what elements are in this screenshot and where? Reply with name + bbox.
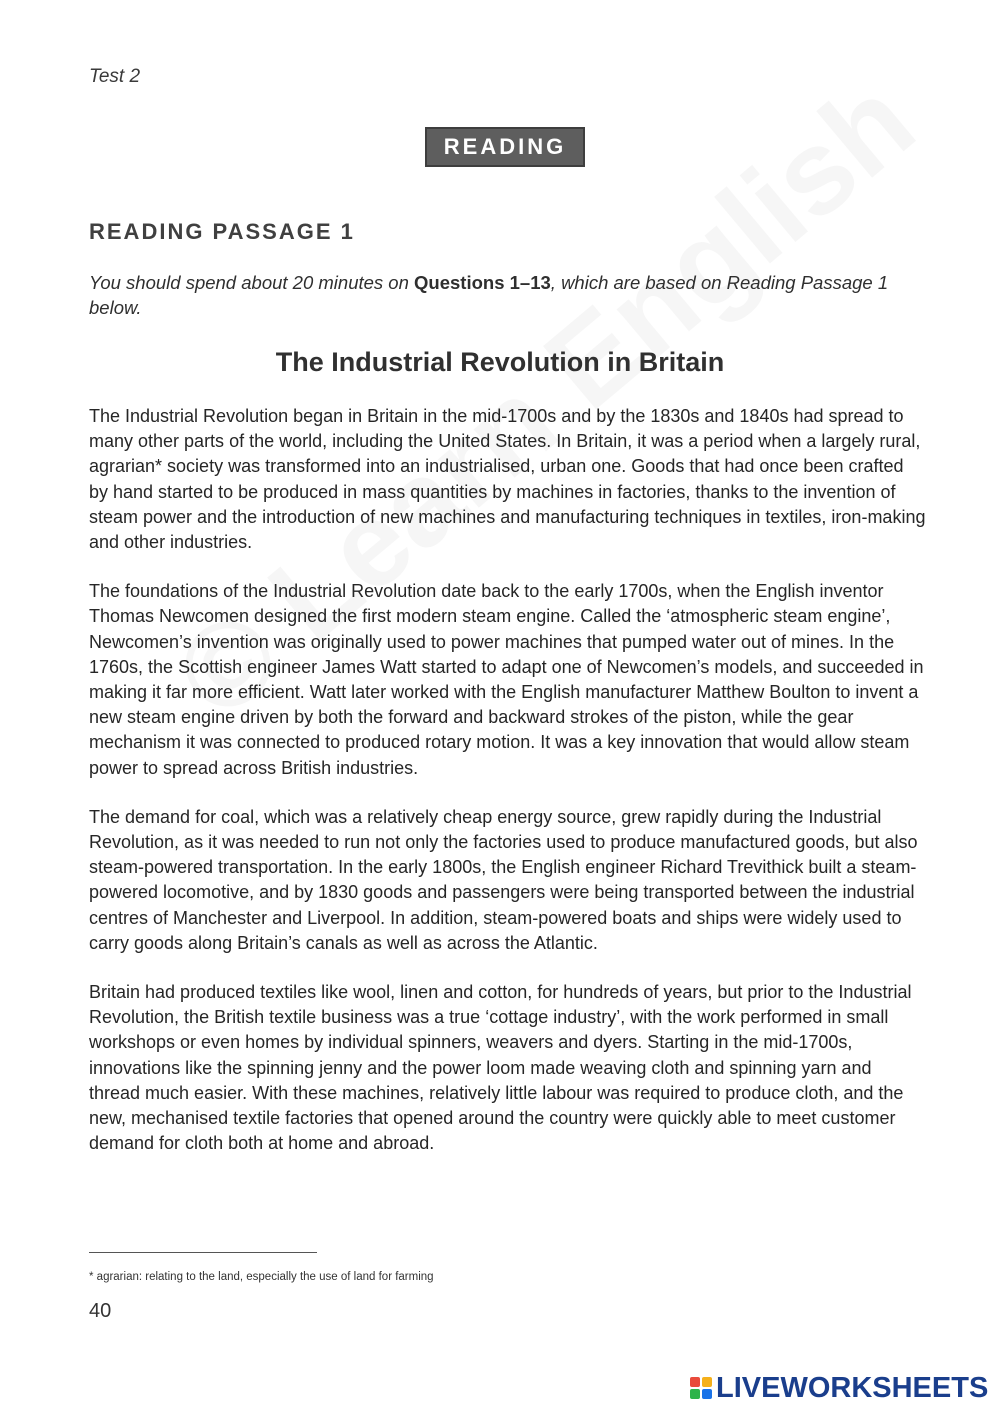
logo-square-green	[690, 1389, 700, 1399]
footnote: * agrarian: relating to the land, especially the use of land for farming	[89, 1271, 434, 1283]
instructions-prefix: You should spend about 20 minutes on	[89, 272, 415, 293]
instructions-suffix: , which are based on Reading Passage 1 below.	[89, 272, 889, 318]
paragraph-4: Britain had produced textiles like wool, linen and cotton, for hundreds of years, but prior to the Industrial Revolution, the British textile business was a true ‘cottage industry’, with the work performed in small workshops or even homes by individual spinners, weavers and dyers. Starting in the mid-1700s, innovations like the spinning jenny and the power loom made weaving cloth and spinning yarn and thread much easier. With these machines, relatively little labour was required to produce cloth, and the new, mechanised textile factories that opened around the country were quickly able to meet customer demand for cloth both at home and abroad.	[89, 982, 912, 1154]
logo-square-blue	[702, 1389, 712, 1399]
logo-square-red	[690, 1377, 700, 1387]
footnote-divider	[89, 1252, 317, 1253]
test-label: Test 2	[89, 66, 141, 87]
page-number: 40	[89, 1300, 112, 1322]
paragraph-3: The demand for coal, which was a relatively cheap energy source, grew rapidly during the Industrial Revolution, as it was needed to run not only the factories used to produce manufactured goods, but also steam-powered transportation. In the early 1800s, the English engineer Richard Trevithick built a steam-powered locomotive, and by 1830 goods and passengers were being transported between the industrial centres of Manchester and Liverpool. In addition, steam-powered boats and ships were widely used to carry goods along Britain’s canals as well as across the Atlantic.	[89, 806, 918, 953]
liveworksheets-logo-text: LIVEWORKSHEETS	[716, 1371, 989, 1404]
section-badge: READING	[425, 127, 585, 167]
liveworksheets-logo-icon	[690, 1377, 712, 1399]
article-body	[89, 404, 927, 1180]
liveworksheets-logo	[690, 1372, 988, 1404]
instructions-questions: Questions 1–13	[414, 272, 551, 293]
logo-square-yellow	[702, 1377, 712, 1387]
paragraph-2: The foundations of the Industrial Revolution date back to the early 1700s, when the English inventor Thomas Newcomen designed the first modern steam engine. Called the ‘atmospheric steam engine’, Newcomen’s invention was originally used to power machines that pumped water out of mines. In the 1760s, the Scottish engineer James Watt started to adapt one of Newcomen’s models, and succeeded in making it far more efficient. Watt later worked with the English manufacturer Matthew Boulton to invent a new steam engine driven by both the forward and backward strokes of the piston, while the gear mechanism it was connected to produced rotary motion. It was a key innovation that would allow steam power to spread across British industries.	[89, 581, 924, 778]
article-title: The Industrial Revolution in Britain	[275, 347, 725, 377]
paragraph-1: The Industrial Revolution began in Britain in the mid-1700s and by the 1830s and 1840s had spread to many other parts of the world, including the United States. In Britain, it was a period when a largely rural, agrarian* society was transformed into an industrialised, urban one. Goods that had once been crafted by hand started to be produced in mass quantities by machines in factories, thanks to the invention of steam power and the introduction of new machines and manufacturing techniques in textiles, iron-making and other industries.	[89, 406, 926, 553]
instructions	[89, 270, 919, 320]
passage-heading: READING PASSAGE 1	[89, 219, 355, 244]
